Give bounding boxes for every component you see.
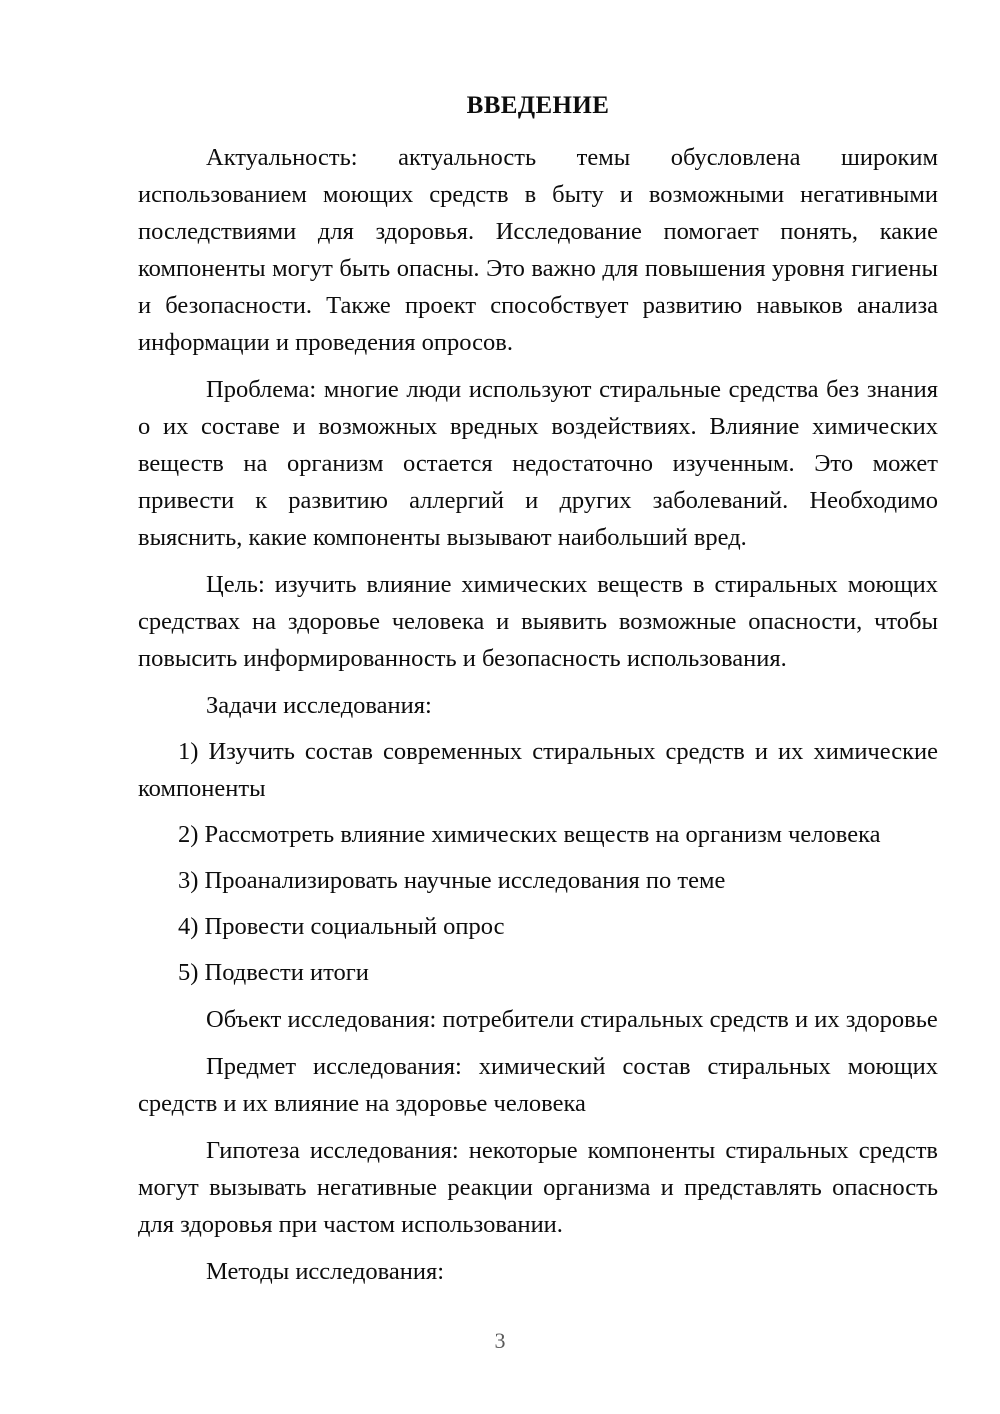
paragraph-relevance: Актуальность: актуальность темы обусловлена широким использованием моющих средств в быту и возможными негативными последствиями для здоровья. Исследование помогает понять, какие компоненты могут быть опасны. Это важно для повышения уровня гигиены и безопасности. Также проект способствует развитию навыков анализа информации и проведения опросов. bbox=[138, 144, 938, 356]
page-number: 3 bbox=[494, 1328, 506, 1353]
list-item: 2) Рассмотреть влияние химических веществ на организм человека bbox=[178, 821, 881, 848]
page-title: ВВЕДЕНИЕ bbox=[466, 92, 610, 119]
paragraph-problem: Проблема: многие люди используют стиральные средства без знания о их составе и возможных вредных воздействиях. Влияние химических веществ на организм остается недостаточно изученным. Это может привести к развитию аллергий и других заболеваний. Необходимо выяснить, какие компоненты вызывают наибольший вред. bbox=[138, 376, 938, 551]
paragraph-object: Объект исследования: потребители стиральных средств и их здоровье bbox=[206, 1006, 938, 1033]
paragraph-subject: Предмет исследования: химический состав стиральных моющих средств и их влияние на здоровье человека bbox=[138, 1053, 938, 1117]
list-item: 1) Изучить состав современных стиральных средств и их химические компоненты bbox=[138, 738, 938, 802]
tasks-heading: Задачи исследования: bbox=[206, 692, 432, 719]
methods-heading: Методы исследования: bbox=[206, 1258, 445, 1285]
document-body bbox=[138, 88, 938, 1290]
list-item: 5) Подвести итоги bbox=[178, 959, 369, 986]
paragraph-hypothesis: Гипотеза исследования: некоторые компоненты стиральных средств могут вызывать негативные реакции организма и представлять опасность для здоровья при частом использовании. bbox=[138, 1137, 938, 1238]
tasks-list bbox=[138, 733, 938, 991]
list-item: 4) Провести социальный опрос bbox=[178, 913, 505, 940]
paragraph-goal: Цель: изучить влияние химических веществ в стиральных моющих средствах на здоровье человека и выявить возможные опасности, чтобы повысить информированность и безопасность использования. bbox=[138, 571, 938, 672]
list-item: 3) Проанализировать научные исследования по теме bbox=[178, 867, 726, 894]
